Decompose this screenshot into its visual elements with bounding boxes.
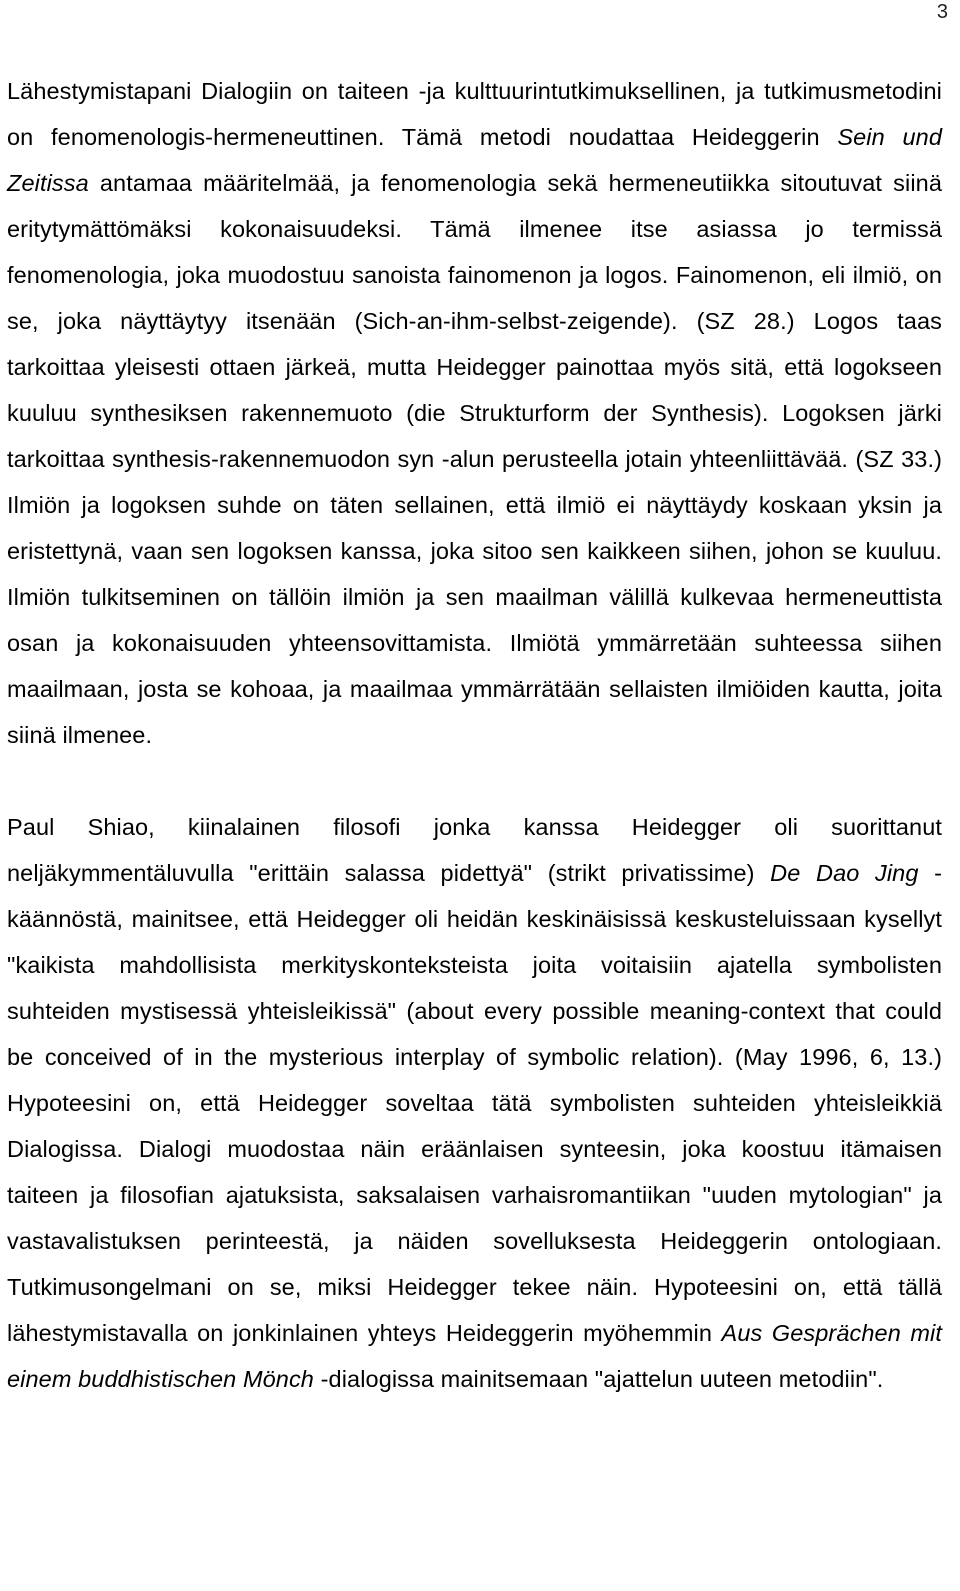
paragraph-1	[7, 68, 942, 758]
paragraph-1-text: antamaa määritelmää, ja fenomenologia sekä hermeneutiikka sitoutuvat siinä eritytymättömäksi kokonaisuudeksi. Tämä ilmenee itse asiassa jo termissä fenomenologia, joka muodostuu sanoista fainomenon ja logos. Fainomenon, eli ilmiö, on se, joka näyttäytyy itsenään (Sich-an-ihm-selbst-zeigende). (SZ 28.) Logos taas tarkoittaa yleisesti ottaen järkeä, mutta Heidegger painottaa myös sitä, että logokseen kuuluu synthesiksen rakennemuoto (die Strukturform der Synthesis). Logoksen järki tarkoittaa synthesis-rakennemuodon syn -alun perusteella jotain yhteenliittävää. (SZ 33.) Ilmiön ja logoksen suhde on täten sellainen, että ilmiö ei näyttäydy koskaan yksin ja eristettynä, vaan sen logoksen kanssa, joka sitoo sen kaikkeen siihen, johon se kuuluu. Ilmiön tulkitseminen on tällöin ilmiön ja sen maailman välillä kulkevaa hermeneuttista osan ja kokonaisuuden yhteensovittamista. Ilmiötä ymmärretään suhteessa siihen maailmaan, josta se kohoaa, ja maailmaa ymmärrätään sellaisten ilmiöiden kautta, joita siinä ilmenee.	[7, 170, 942, 748]
paragraph-1-text: Lähestymistapani Dialogiin on taiteen -ja kulttuurintutkimuksellinen, ja tutkimusmetodini on fenomenologis-hermeneuttinen. Tämä metodi noudattaa Heideggerin	[7, 78, 942, 150]
paragraph-2-italic-title: Aus Gesprächen mit einem buddhistischen Mönch	[7, 1320, 942, 1392]
page-number: 3	[936, 1, 948, 23]
paragraph-2-italic-title: De Dao Jing	[770, 860, 919, 886]
document-body	[7, 68, 942, 1402]
paragraph-2	[7, 804, 942, 1402]
paragraph-1-italic-title: Sein und Zeitissa	[7, 124, 942, 196]
paragraph-2-text: -dialogissa mainitsemaan "ajattelun uuteen metodiin".	[313, 1366, 884, 1392]
paragraph-2-text: Paul Shiao, kiinalainen filosofi jonka kanssa Heidegger oli suorittanut neljäkymmentäluvulla "erittäin salassa pidettyä" (strikt privatissime)	[7, 814, 942, 886]
paragraph-2-text: -käännöstä, mainitsee, että Heidegger oli heidän keskinäisissä keskusteluissaan kysellyt "kaikista mahdollisista merkityskonteksteista joita voitaisiin ajatella symbolisten suhteiden mystisessä yhteisleikissä" (about every possible meaning-context that could be conceived of in the mysterious interplay of symbolic relation). (May 1996, 6, 13.) Hypoteesini on, että Heidegger soveltaa tätä symbolisten suhteiden yhteisleikkiä Dialogissa. Dialogi muodostaa näin eräänlaisen synteesin, joka koostuu itämaisen taiteen ja filosofian ajatuksista, saksalaisen varhaisromantiikan "uuden mytologian" ja vastavalistuksen perinteestä, ja näiden sovelluksesta Heideggerin ontologiaan. Tutkimusongelmani on se, miksi Heidegger tekee näin. Hypoteesini on, että tällä lähestymistavalla on jonkinlainen yhteys Heideggerin myöhemmin	[7, 860, 943, 1346]
